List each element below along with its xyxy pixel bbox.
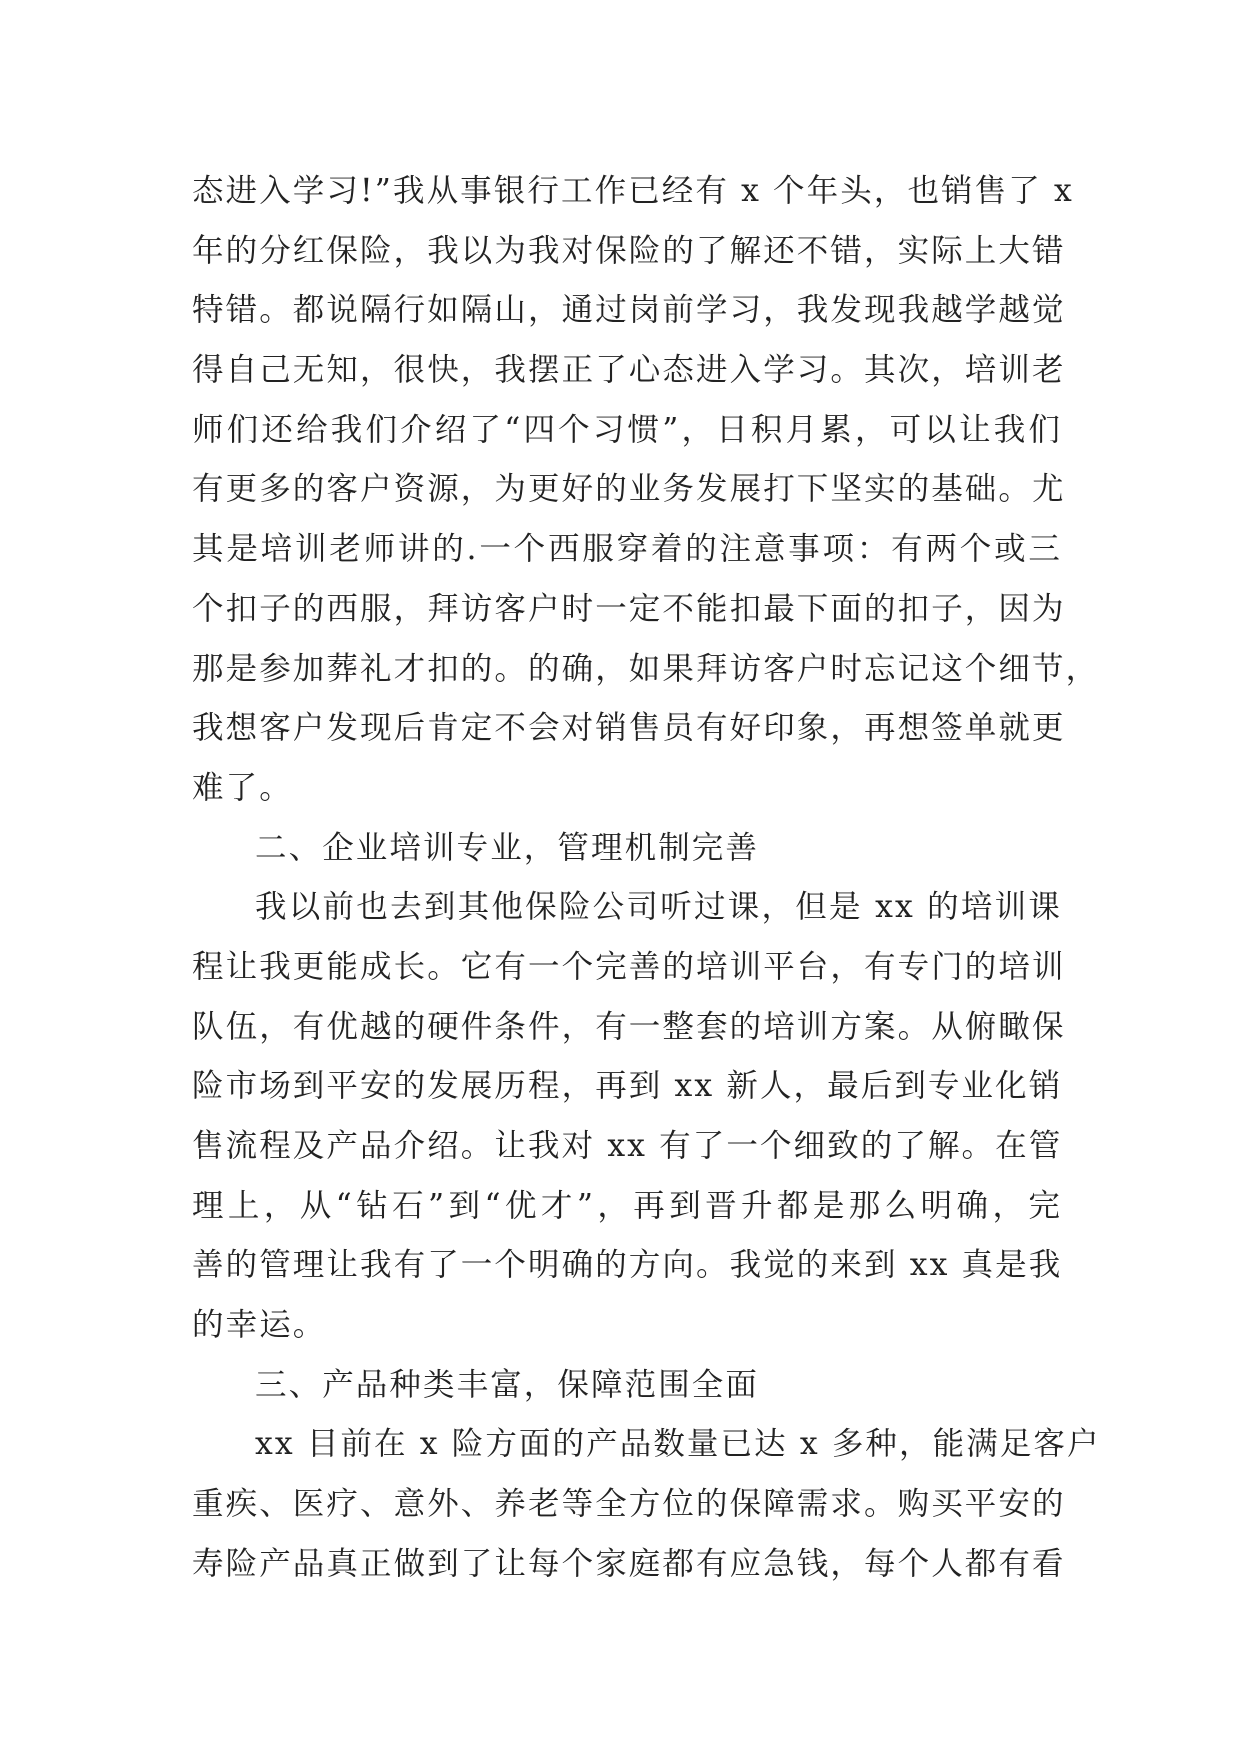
text-line: 险市场到平安的发展历程，再到 xx 新人，最后到专业化销 [192, 1068, 1063, 1105]
text-line: 那是参加葬礼才扣的。的确，如果拜访客户时忘记这个细节， [192, 650, 1100, 687]
text-line: 我以前也去到其他保险公司听过课，但是 xx 的培训课 [255, 889, 1062, 926]
document-body [192, 162, 1101, 1595]
text-line: 的幸运。 [192, 1307, 327, 1344]
text-line: 得自己无知，很快，我摆正了心态进入学习。其次，培训老 [192, 352, 1066, 389]
text-line: 难了。 [192, 769, 293, 806]
text-line: 善的管理让我有了一个明确的方向。我觉的来到 xx 真是我 [192, 1247, 1063, 1284]
text-line: xx 目前在 x 险方面的产品数量已达 x 多种，能满足客户 [255, 1426, 1101, 1463]
text-line: 程让我更能成长。它有一个完善的培训平台，有专门的培训 [192, 948, 1066, 985]
text-line: 师们还给我们介绍了“四个习惯”，日积月累，可以让我们 [192, 411, 1062, 448]
section-heading: 二、企业培训专业，管理机制完善 [255, 829, 760, 866]
text-line: 有更多的客户资源，为更好的业务发展打下坚实的基础。尤 [192, 471, 1066, 508]
text-line: 个扣子的西服，拜访客户时一定不能扣最下面的扣子，因为 [192, 590, 1066, 627]
text-line: 我想客户发现后肯定不会对销售员有好印象，再想签单就更 [192, 710, 1066, 747]
section-heading: 三、产品种类丰富，保障范围全面 [255, 1366, 760, 1403]
text-line: 售流程及产品介绍。让我对 xx 有了一个细致的了解。在管 [192, 1128, 1063, 1164]
text-line: 寿险产品真正做到了让每个家庭都有应急钱，每个人都有看 [192, 1545, 1066, 1582]
text-line: 态进入学习!”我从事银行工作已经有 x 个年头，也销售了 x [192, 173, 1074, 209]
text-line: 理上，从“钻石”到“优才”，再到晋升都是那么明确，完 [192, 1187, 1062, 1224]
text-line: 重疾、医疗、意外、养老等全方位的保障需求。购买平安的 [192, 1486, 1066, 1523]
text-line: 年的分红保险，我以为我对保险的了解还不错，实际上大错 [192, 232, 1066, 269]
text-line: 队伍，有优越的硬件条件，有一整套的培训方案。从俯瞰保 [192, 1008, 1066, 1045]
text-line: 特错。都说隔行如隔山，通过岗前学习，我发现我越学越觉 [192, 292, 1066, 329]
text-line: 其是培训老师讲的.一个西服穿着的注意事项：有两个或三 [192, 531, 1062, 568]
